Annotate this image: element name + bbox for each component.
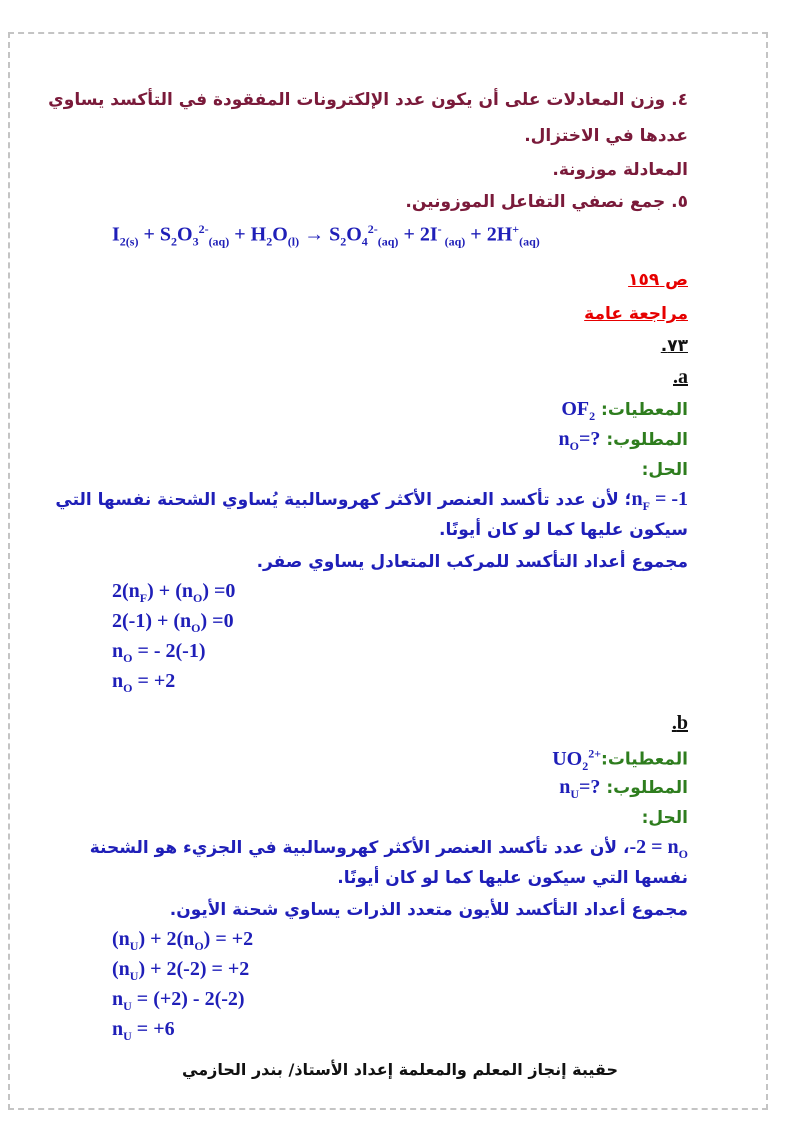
step4-line2: عددها في الاختزال.: [524, 126, 688, 146]
step4-line1: ٤. وزن المعادلات على أن يكون عدد الإلكترونات المفقودة في التأكسد يساوي: [48, 90, 688, 110]
step5-line: ٥. جمع نصفي التفاعل الموزونين.: [405, 192, 688, 212]
part-b-sum: مجموع أعداد التأكسد للأيون متعدد الذرات يساوي شحنة الأيون.: [169, 900, 688, 920]
question-number: ٧٣.: [660, 336, 688, 356]
part-b-label: b.: [671, 712, 688, 734]
page-reference: ص ١٥٩: [628, 270, 688, 290]
part-b-solution-label: الحل:: [641, 808, 688, 828]
part-b-givens: $المعطيات:UO_2^{2+}$: [552, 746, 688, 773]
part-b-rule: $-2 = n_O،$ لأن عدد تأكسد العنصر الأكثر كهروسالبية في الجزيء هو الشحنة: [89, 836, 688, 861]
part-b-calc-3: $n_U = (+2) - 2(-2)$: [112, 988, 245, 1013]
part-a-calc-2: $2(-1) + (n_O) =0$: [112, 610, 234, 635]
part-b-rule-line2: نفسها التي سيكون عليها كما لو كان أيونًا.: [337, 868, 688, 888]
part-a-calc-3: $n_O$ = - 2(-1): [112, 640, 206, 665]
part-a-givens: المعطيات: $OF_2$: [561, 398, 688, 423]
review-title: مراجعة عامة: [584, 304, 688, 324]
part-a-calc-4: $n_O = +2$: [112, 670, 176, 695]
part-a-solution-label: الحل:: [641, 460, 688, 480]
part-b-calc-4: $n_U = +6$: [112, 1018, 175, 1043]
balanced-note: المعادلة موزونة.: [552, 160, 688, 180]
part-b-required: المطلوب: $n_U=$?: [559, 776, 688, 801]
part-a-sum: مجموع أعداد التأكسد للمركب المتعادل يساوي صفر.: [256, 552, 688, 572]
part-a-required: المطلوب: $n_O=$?: [558, 428, 688, 453]
page-footer: حقيبة إنجاز المعلم والمعلمة إعداد الأستاذ/ بندر الحازمي: [182, 1060, 618, 1079]
part-a-calc-1: $2(n_F) + (n_O) =0$: [112, 580, 236, 605]
balanced-equation: $I_{2(s)} + S_2O_3^{2-}_{(aq)} + H_2O_{(l)} \to S_2O_4^{2-}_{(aq)} + 2I^-$ $_{(aq)} + 2H^+_{(aq)}$: [112, 222, 540, 249]
part-a-label: a.: [673, 366, 688, 388]
part-a-rule: $n_F$ = -1؛ لأن عدد تأكسد العنصر الأكثر كهروسالبية يُساوي الشحنة نفسها التي: [55, 488, 688, 513]
part-a-rule-line2: سيكون عليها كما لو كان أيونًا.: [439, 520, 688, 540]
part-b-calc-2: $(n_U) + 2(-2) = +2$: [112, 958, 250, 983]
part-b-calc-1: $(n_U) + 2(n_O) = +2$: [112, 928, 254, 953]
